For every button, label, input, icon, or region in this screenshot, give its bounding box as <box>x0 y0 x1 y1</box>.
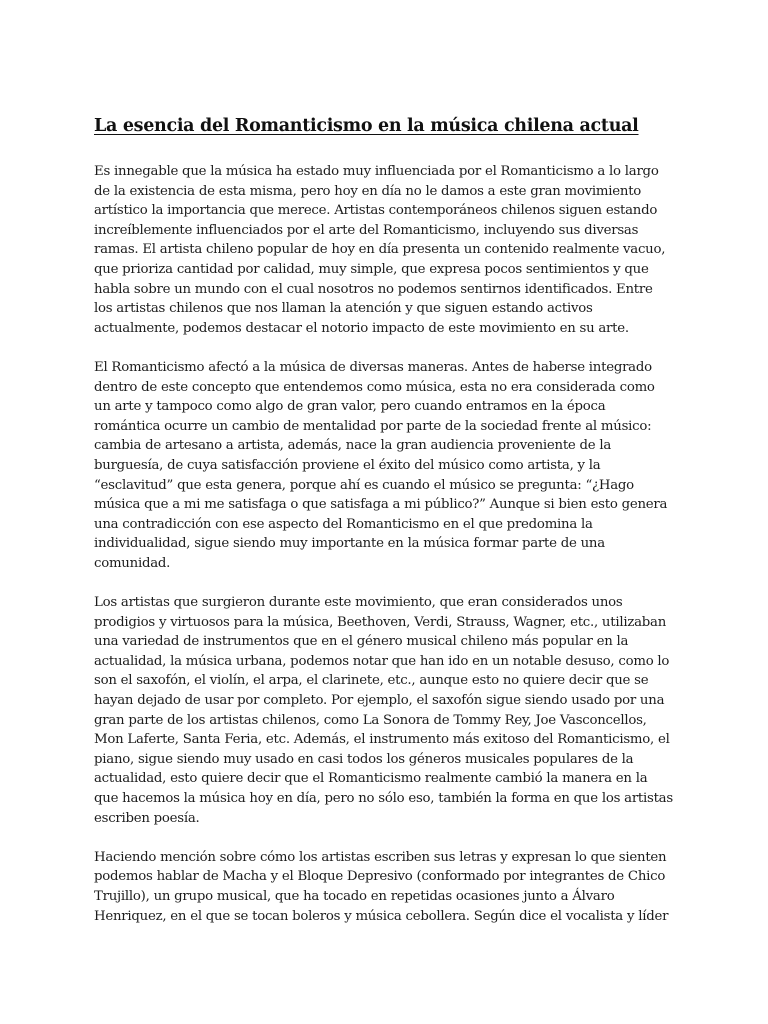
paragraph-line: música que a mi me satisfaga o que satisfaga a mi público?” Aunque si bien esto genera <box>94 497 668 513</box>
document-body <box>94 114 676 946</box>
paragraph-line: piano, sigue siendo muy usado en casi todos los géneros musicales populares de la <box>94 751 634 767</box>
paragraph-line: individualidad, sigue siendo muy importante en la música formar parte de una <box>94 536 605 552</box>
paragraph <box>94 593 676 828</box>
paragraph-line: de la existencia de esta misma, pero hoy en día no le damos a este gran movimiento <box>94 183 642 199</box>
paragraph-line: una contradicción con ese aspecto del Romanticismo en el que predomina la <box>94 516 593 532</box>
paragraph-line: increíblemente influenciados por el arte del Romanticismo, incluyendo sus diversas <box>94 222 639 238</box>
paragraph-line: Henriquez, en el que se tocan boleros y música cebollera. Según dice el vocalista y líder <box>94 908 669 924</box>
paragraph-line: los artistas chilenos que nos llaman la atención y que siguen estando activos <box>94 301 593 317</box>
paragraph-line: escriben poesía. <box>94 810 200 826</box>
paragraph-line: una variedad de instrumentos que en el género musical chileno más popular en la <box>94 634 629 650</box>
paragraph-line: “esclavitud” que esta genera, porque ahí es cuando el músico se pregunta: “¿Hago <box>94 477 634 493</box>
paragraph-line: Haciendo mención sobre cómo los artistas escriben sus letras y expresan lo que sienten <box>94 849 667 865</box>
paragraph-line: Los artistas que surgieron durante este movimiento, que eran considerados unos <box>94 595 623 611</box>
paragraph <box>94 848 676 926</box>
paragraph-line: Trujillo), un grupo musical, que ha tocado en repetidas ocasiones junto a Álvaro <box>94 888 615 904</box>
paragraph-line: ramas. El artista chileno popular de hoy en día presenta un contenido realmente vacuo, <box>94 242 666 258</box>
paragraph-line: burguesía, de cuya satisfacción proviene el éxito del músico como artista, y la <box>94 457 601 473</box>
paragraph <box>94 358 676 574</box>
paragraph-line: gran parte de los artistas chilenos, como La Sonora de Tommy Rey, Joe Vasconcellos, <box>94 712 647 728</box>
paragraph-line: habla sobre un mundo con el cual nosotros no podemos sentirnos identificados. Entre <box>94 281 653 297</box>
paragraph-list <box>94 162 676 926</box>
paragraph-line: son el saxofón, el violín, el arpa, el clarinete, etc., aunque esto no quiere decir que se <box>94 673 649 689</box>
paragraph-line: actualidad, la música urbana, podemos notar que han ido en un notable desuso, como lo <box>94 653 670 669</box>
paragraph-line: que prioriza cantidad por calidad, muy simple, que expresa pocos sentimientos y que <box>94 261 649 277</box>
paragraph-line: un arte y tampoco como algo de gran valor, pero cuando entramos en la época <box>94 399 606 415</box>
paragraph-line: prodigios y virtuosos para la música, Beethoven, Verdi, Strauss, Wagner, etc., utilizaban <box>94 614 667 630</box>
document-title: La esencia del Romanticismo en la música chilena actual <box>94 116 639 136</box>
paragraph-line: actualidad, esto quiere decir que el Romanticismo realmente cambió la manera en la <box>94 771 648 787</box>
paragraph-line: actualmente, podemos destacar el notorio impacto de este movimiento en su arte. <box>94 320 629 336</box>
paragraph-line: hayan dejado de usar por completo. Por ejemplo, el saxofón sigue siendo usado por una <box>94 693 665 709</box>
paragraph-line: comunidad. <box>94 555 171 571</box>
paragraph-line: Mon Laferte, Santa Feria, etc. Además, el instrumento más exitoso del Romanticismo, el <box>94 732 670 748</box>
paragraph-line: podemos hablar de Macha y el Bloque Depresivo (conformado por integrantes de Chico <box>94 869 666 885</box>
paragraph-line: Es innegable que la música ha estado muy influenciada por el Romanticismo a lo largo <box>94 164 659 179</box>
paragraph-line: que hacemos la música hoy en día, pero no sólo eso, también la forma en que los artistas <box>94 791 673 806</box>
paragraph-line: dentro de este concepto que entendemos como música, esta no era considerada como <box>94 379 655 395</box>
paragraph-line: romántica ocurre un cambio de mentalidad por parte de la sociedad frente al músico: <box>94 418 652 434</box>
paragraph <box>94 162 676 338</box>
paragraph-line: cambia de artesano a artista, además, nace la gran audiencia proveniente de la <box>94 438 612 454</box>
paragraph-line: artístico la importancia que merece. Artistas contemporáneos chilenos siguen estando <box>94 203 658 219</box>
paragraph-line: El Romanticismo afectó a la música de diversas maneras. Antes de haberse integrado <box>94 359 652 375</box>
